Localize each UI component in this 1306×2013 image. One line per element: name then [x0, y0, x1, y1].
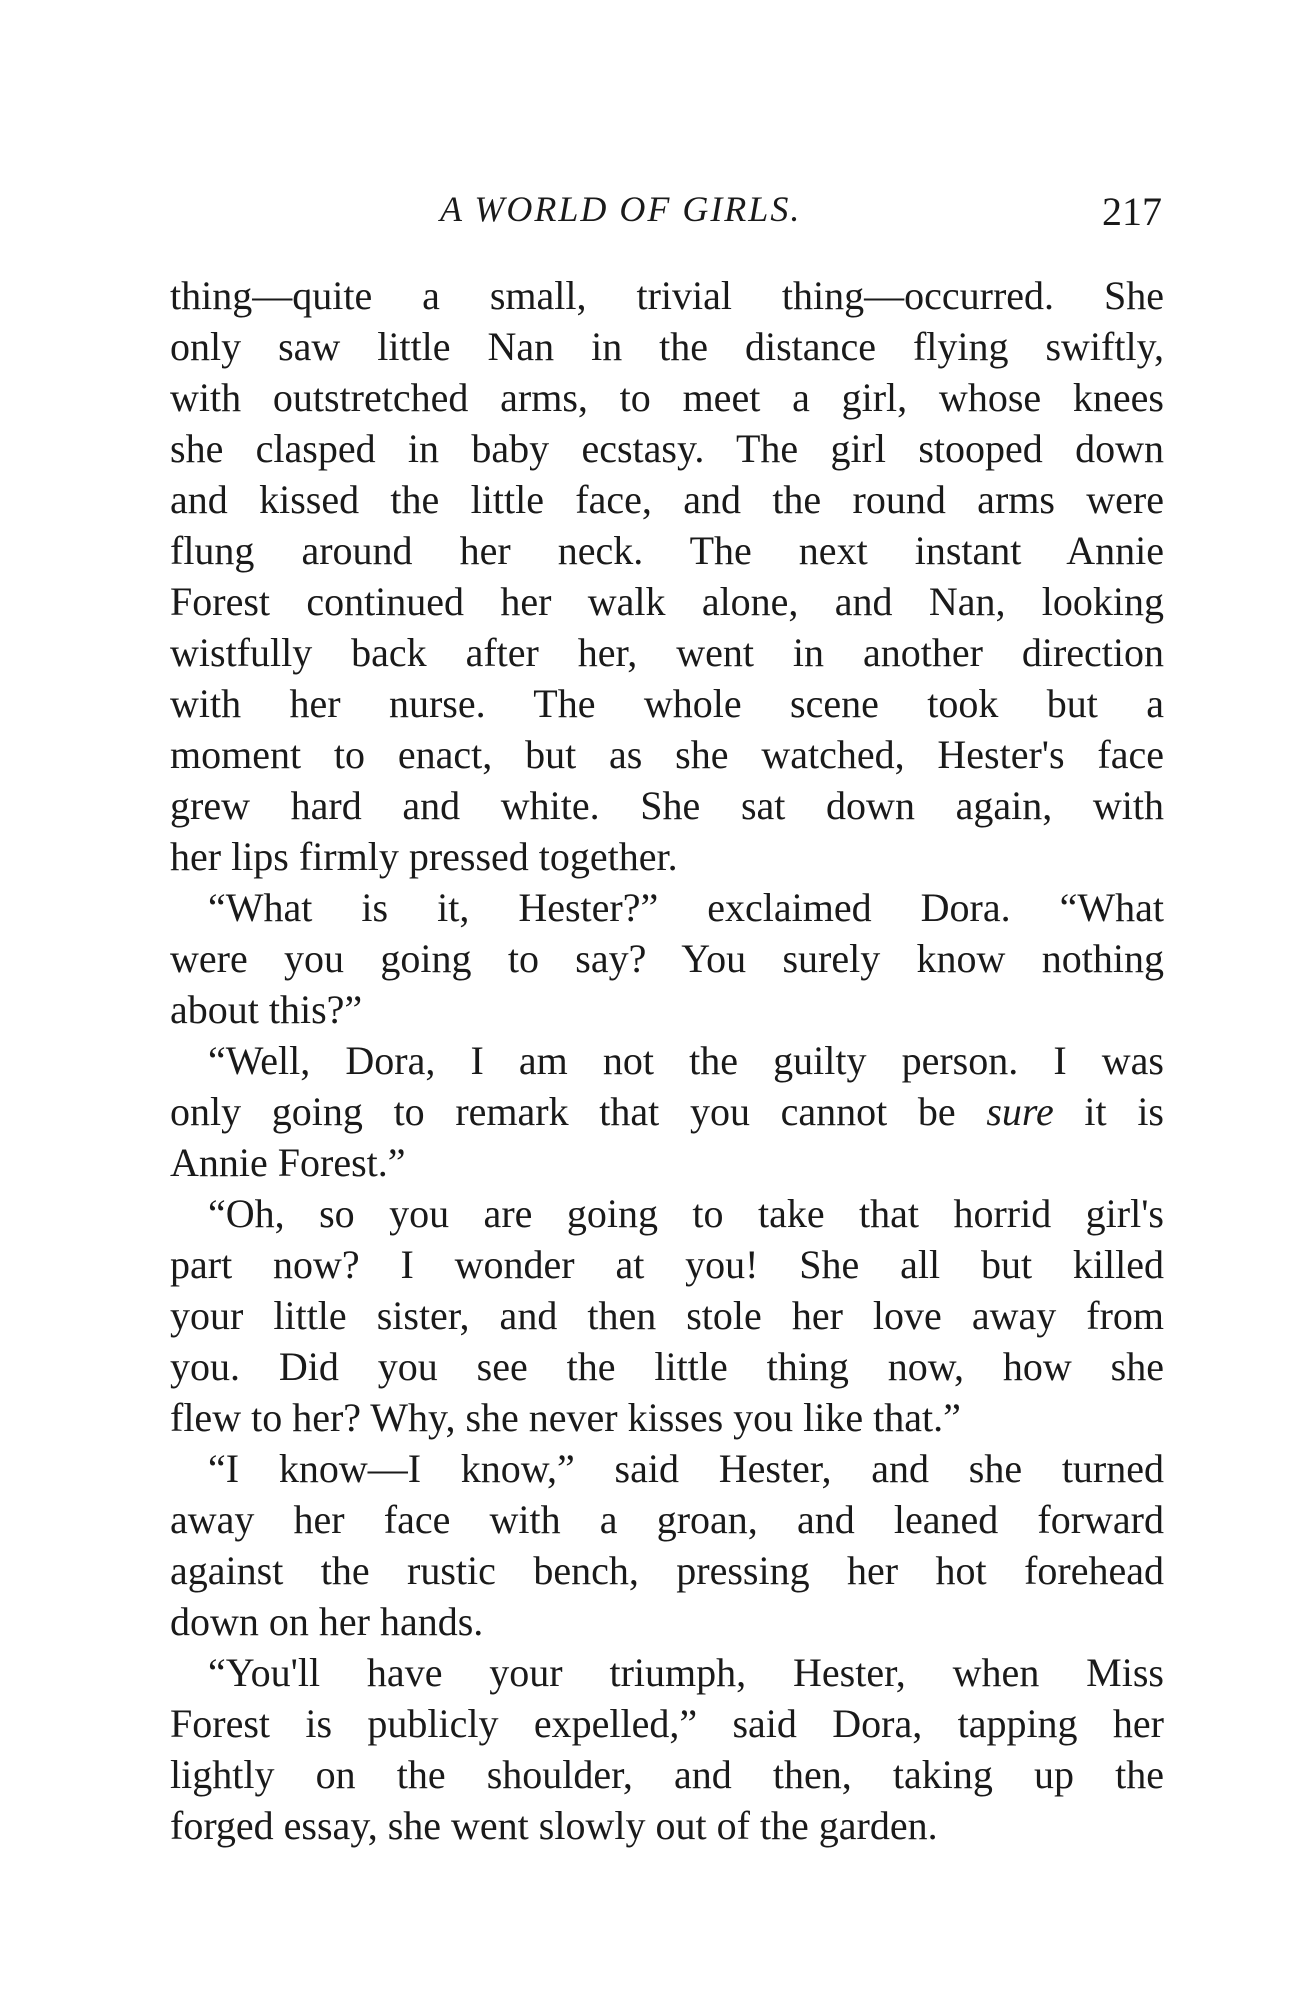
- text-segment: it is: [1053, 1089, 1164, 1134]
- text-line: “You'll have your triumph, Hester, when Miss: [208, 1650, 1164, 1695]
- text-line: wistfully back after her, went in another direction: [170, 630, 1164, 675]
- text-line: away her face with a groan, and leaned forward: [170, 1497, 1164, 1542]
- text-line: forged essay, she went slowly out of the garden.: [170, 1803, 938, 1848]
- text-segment: only going to remark that you cannot be: [170, 1089, 987, 1134]
- text-line: moment to enact, but as she watched, Hester's face: [170, 732, 1164, 777]
- text-line: down on her hands.: [170, 1599, 484, 1644]
- text-line: flew to her? Why, she never kisses you like that.”: [170, 1395, 961, 1440]
- text-line: flung around her neck. The next instant Annie: [170, 528, 1164, 573]
- text-line: against the rustic bench, pressing her hot forehead: [170, 1548, 1164, 1593]
- running-title: A WORLD OF GIRLS.: [440, 189, 802, 229]
- text-line: with outstretched arms, to meet a girl, whose knees: [170, 375, 1164, 420]
- text-line: only saw little Nan in the distance flying swiftly,: [170, 324, 1164, 369]
- text-line: “I know—I know,” said Hester, and she turned: [208, 1446, 1164, 1491]
- text-line: she clasped in baby ecstasy. The girl stooped down: [170, 426, 1164, 471]
- text-line: her lips firmly pressed together.: [170, 834, 678, 879]
- text-line: “Oh, so you are going to take that horrid girl's: [208, 1191, 1164, 1236]
- text-line: and kissed the little face, and the round arms were: [170, 477, 1164, 522]
- text-line: Forest is publicly expelled,” said Dora, tapping her: [170, 1701, 1164, 1746]
- emphasis-word: sure: [986, 1089, 1054, 1134]
- text-line: lightly on the shoulder, and then, taking up the: [170, 1752, 1164, 1797]
- text-line: you. Did you see the little thing now, how she: [170, 1344, 1164, 1389]
- body-text: [170, 270, 1164, 1851]
- text-line: part now? I wonder at you! She all but killed: [170, 1242, 1164, 1287]
- text-line: Forest continued her walk alone, and Nan, looking: [170, 579, 1164, 624]
- text-line-with-emphasis: [170, 1086, 1164, 1137]
- text-line: “What is it, Hester?” exclaimed Dora. “What: [208, 885, 1164, 930]
- text-line: about this?”: [170, 987, 363, 1032]
- text-line: “Well, Dora, I am not the guilty person. I was: [208, 1038, 1164, 1083]
- text-line: with her nurse. The whole scene took but a: [170, 681, 1164, 726]
- page-number: 217: [1102, 189, 1162, 234]
- text-line: your little sister, and then stole her love away from: [170, 1293, 1164, 1338]
- text-line: thing—quite a small, trivial thing—occurred. She: [170, 273, 1164, 318]
- text-line: grew hard and white. She sat down again, with: [170, 783, 1164, 828]
- text-line: were you going to say? You surely know nothing: [170, 936, 1164, 981]
- running-head: [170, 188, 1170, 238]
- text-line: Annie Forest.”: [170, 1140, 406, 1185]
